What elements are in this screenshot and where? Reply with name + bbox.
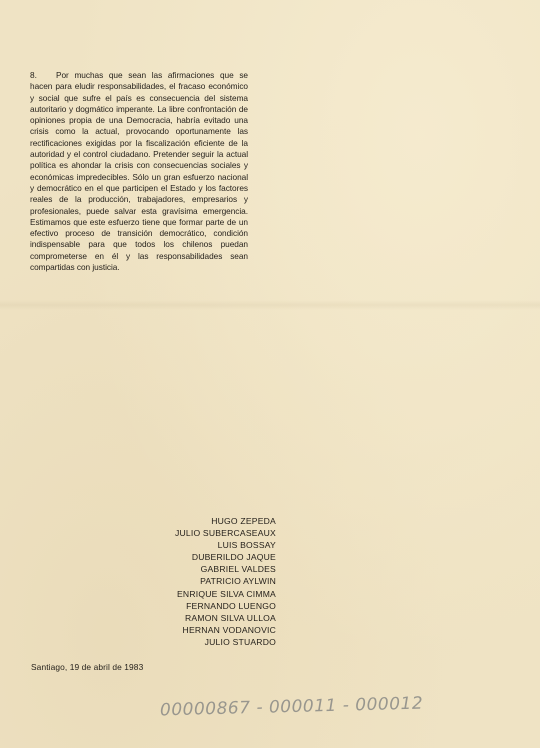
signatory: JULIO STUARDO <box>204 636 276 647</box>
signatory: LUIS BOSSAY <box>217 540 276 551</box>
archive-number: 00000867 - 000011 - 000012 <box>159 693 424 721</box>
signatory: PATRICIO AYLWIN <box>200 576 276 587</box>
paragraph-8 <box>30 70 248 273</box>
place-date: Santiago, 19 de abril de 1983 <box>31 662 144 672</box>
signatories-list <box>120 515 276 648</box>
signatory: ENRIQUE SILVA CIMMA <box>177 588 276 599</box>
paragraph-number: 8. <box>30 70 37 80</box>
signatory: HUGO ZEPEDA <box>211 516 276 526</box>
signatory: JULIO SUBERCASEAUX <box>174 528 276 539</box>
signatory: DUBERILDO JAQUE <box>191 552 276 563</box>
paper-fold <box>0 300 540 310</box>
signatory: GABRIEL VALDES <box>200 564 276 575</box>
signatory: HERNAN VODANOVIC <box>182 624 276 635</box>
paragraph-text: Por muchas que sean las afirmaciones que se hacen para eludir responsabilidades, el fracaso económico y social que sufre el país es consecuencia del sistema autoritario y dogmático imperante. La libre confrontación de opiniones propia de una Democracia, habría evitado una crisis como la actual, provocando oportunamente las rectificaciones exigidas por la fiscalización eficiente de la autoridad y el control ciudadano. Pretender seguir la actual política es ahondar la crisis con consecuencias sociales y económicas impredecibles. Sólo un gran esfuerzo nacional y democrático en el que participen el Estado y los factores reales de la producción, trabajadores, empresarios y profesionales, puede salvar esta gravísima emergencia. Estimamos que este esfuerzo tiene que formar parte de un efectivo proceso de transición democrático, condición indispensable para que todos los chilenos puedan comprometerse en él y las responsabilidades sean compartidas con justicia. <box>30 70 248 273</box>
signatory: FERNANDO LUENGO <box>186 600 276 611</box>
signatory: RAMON SILVA ULLOA <box>185 612 276 623</box>
